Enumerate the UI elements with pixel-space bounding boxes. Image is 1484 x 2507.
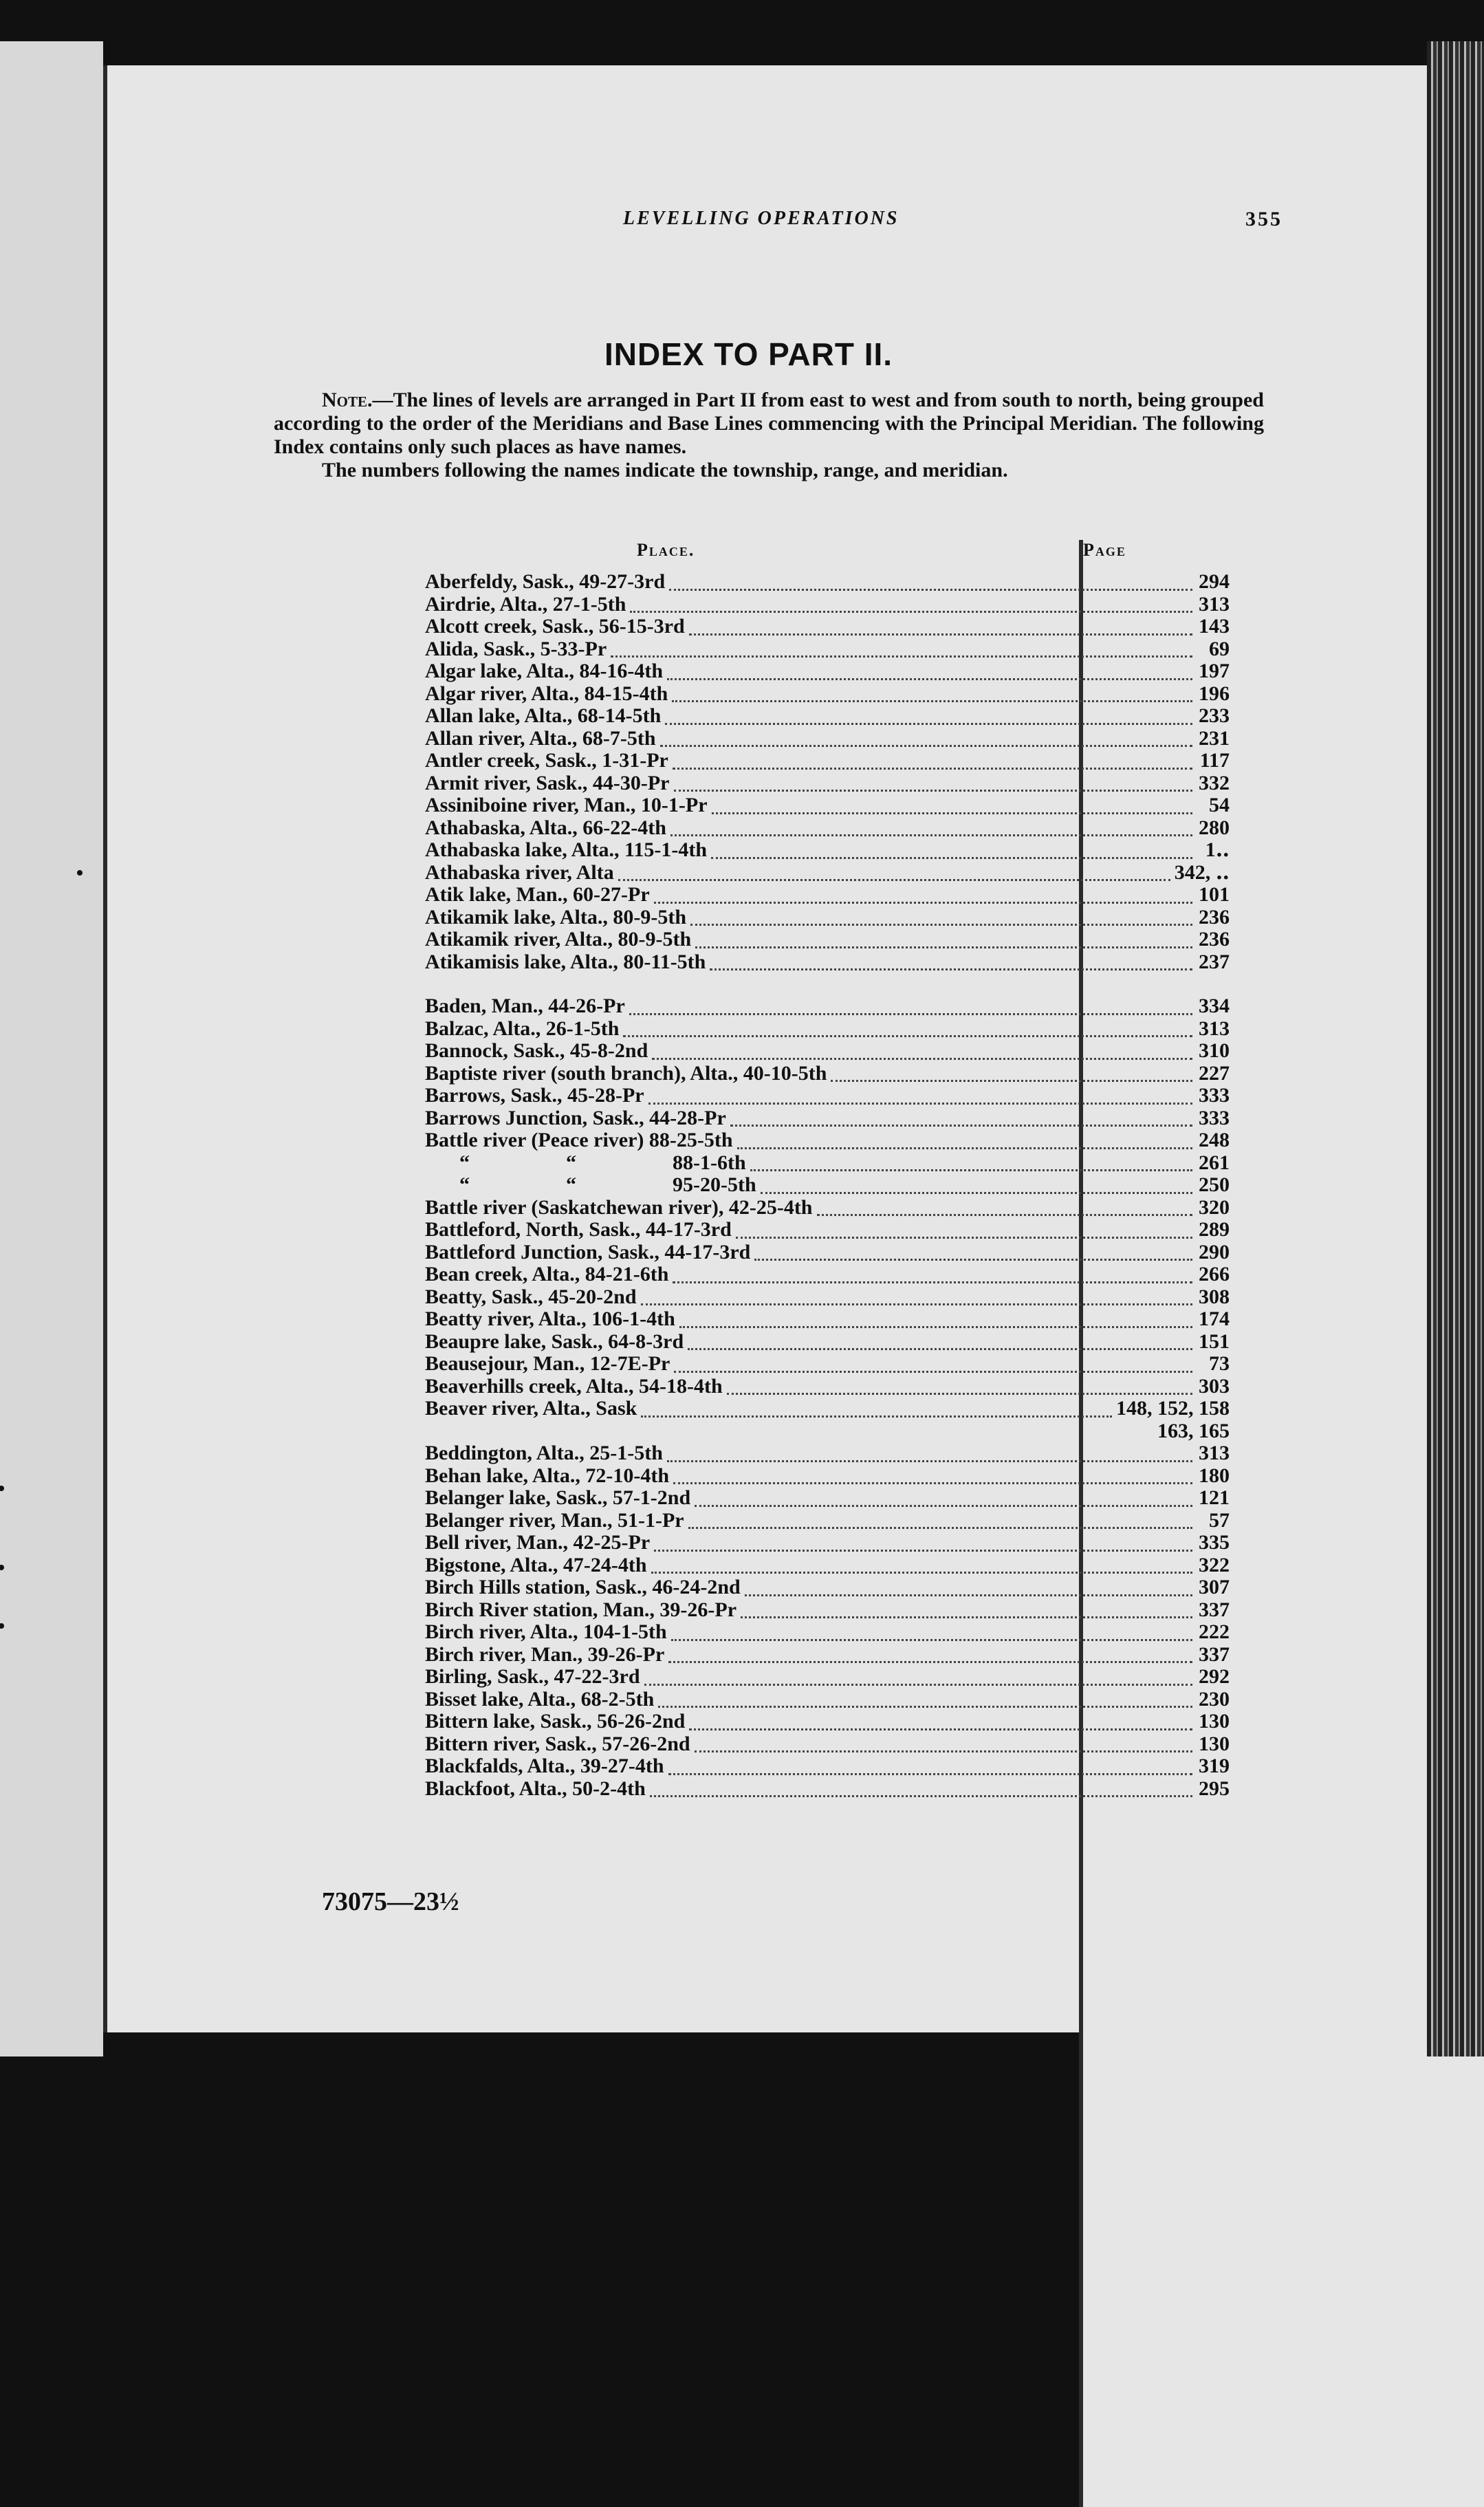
entry-place: Atikamik lake, Alta., 80-9-5th [425, 906, 687, 929]
index-entry [425, 1599, 1230, 1622]
printer-signature: 73075—23½ [322, 1887, 459, 1916]
entry-pages: 333 [1199, 1107, 1230, 1129]
page-edge-stack [1427, 41, 1484, 2056]
entry-place: Bittern river, Sask., 57-26-2nd [425, 1733, 690, 1755]
entry-place: Birch River station, Man., 39-26-Pr [425, 1598, 737, 1621]
dot-leader [695, 1498, 1192, 1507]
entry-place: Atikamisis lake, Alta., 80-11-5th [425, 951, 706, 973]
entry-pages: 294 [1199, 571, 1230, 593]
entry-place: Algar river, Alta., 84-15-4th [425, 682, 668, 705]
entry-pages: 280 [1199, 816, 1230, 839]
index-entry [425, 1554, 1230, 1577]
entry-pages: 54 [1209, 794, 1230, 816]
ditto-mark: “ [566, 1174, 576, 1196]
entry-place: Beaver river, Alta., Sask [425, 1398, 637, 1420]
entry-pages: 143 [1199, 616, 1230, 638]
dot-leader [674, 1364, 1192, 1373]
index-entry [425, 683, 1230, 706]
entry-place: Barrows, Sask., 45-28-Pr [425, 1085, 644, 1107]
entry-pages: 151 [1199, 1330, 1230, 1353]
entry-pages: 196 [1199, 682, 1230, 705]
index-entry [425, 1308, 1230, 1331]
dot-leader [668, 1654, 1192, 1663]
index-entry [425, 1063, 1230, 1085]
index-entry [425, 907, 1230, 929]
entry-pages: 313 [1199, 1017, 1230, 1040]
entry-pages: 130 [1199, 1733, 1230, 1755]
entry-pages: 148, 152, 158 [1116, 1398, 1230, 1420]
dot-leader [668, 1766, 1192, 1775]
entry-place [425, 1152, 746, 1175]
dot-leader [672, 693, 1192, 702]
index-entry [425, 1286, 1230, 1309]
entry-pages: 57 [1209, 1509, 1230, 1532]
entry-place: Athabaska river, Alta [425, 861, 614, 884]
dot-leader [737, 1140, 1192, 1149]
dot-leader [630, 604, 1192, 613]
entry-pages: 310 [1199, 1040, 1230, 1062]
dot-leader [831, 1073, 1192, 1082]
entry-place: Bittern lake, Sask., 56-26-2nd [425, 1711, 686, 1733]
entry-place: Birling, Sask., 47-22-3rd [425, 1666, 640, 1688]
dot-leader [674, 783, 1193, 792]
entry-pages: 335 [1199, 1532, 1230, 1554]
entry-place: Beatty river, Alta., 106-1-4th [425, 1308, 675, 1330]
index-entry [425, 1644, 1230, 1667]
dot-leader [641, 1409, 1112, 1418]
margin-mark [0, 1623, 4, 1629]
index-entry [425, 1331, 1230, 1354]
entry-place: Alida, Sask., 5-33-Pr [425, 638, 607, 660]
index-entry [425, 728, 1230, 750]
dot-leader [750, 1162, 1192, 1171]
entry-place: Behan lake, Alta., 72-10-4th [425, 1464, 670, 1487]
index-entry [425, 929, 1230, 951]
entry-place: Bannock, Sask., 45-8-2nd [425, 1040, 648, 1062]
note-paragraph [274, 389, 1264, 459]
entry-pages: 117 [1199, 750, 1230, 772]
margin-mark [77, 870, 83, 876]
index-entry [425, 1465, 1230, 1488]
margin-mark [0, 1486, 4, 1491]
dot-leader [651, 1565, 1193, 1574]
entry-pages: 222 [1199, 1621, 1230, 1643]
entry-place: Athabaska, Alta., 66-22-4th [425, 816, 666, 839]
entry-pages: 227 [1199, 1062, 1230, 1085]
entry-pages: 313 [1199, 1442, 1230, 1464]
entry-pages: 101 [1199, 884, 1230, 906]
entry-pages: 231 [1199, 727, 1230, 750]
dot-leader [671, 1632, 1192, 1641]
entry-pages: 1‥ [1205, 839, 1230, 861]
dot-leader [736, 1230, 1192, 1239]
entry-pages: 69 [1209, 638, 1230, 660]
entry-pages: 333 [1199, 1085, 1230, 1107]
entry-pages: 236 [1199, 929, 1230, 951]
dot-leader [695, 1744, 1192, 1752]
dot-leader [650, 1788, 1192, 1797]
entry-place: Armit river, Sask., 44-30-Pr [425, 772, 670, 794]
dot-leader [667, 671, 1192, 680]
index-entry [425, 1129, 1230, 1152]
index-entry [425, 1689, 1230, 1711]
entry-pages: 266 [1199, 1263, 1230, 1285]
index-entry [425, 1442, 1230, 1465]
entry-pages: 230 [1199, 1688, 1230, 1711]
entry-place: Birch river, Alta., 104-1-5th [425, 1621, 667, 1643]
entry-pages: 334 [1199, 995, 1230, 1017]
dot-leader [658, 1699, 1192, 1708]
entry-place: Allan lake, Alta., 68-14-5th [425, 705, 662, 727]
entry-place: Blackfalds, Alta., 39-27-4th [425, 1755, 664, 1777]
index-entry [425, 862, 1230, 884]
entry-pages: 130 [1199, 1711, 1230, 1733]
entry-place: Alcott creek, Sask., 56-15-3rd [425, 616, 685, 638]
index-entry [425, 1219, 1230, 1241]
index-entry [425, 1174, 1230, 1197]
entry-pages: 290 [1199, 1241, 1230, 1263]
index-entry [425, 794, 1230, 817]
index-entry [425, 884, 1230, 907]
entry-place: Belanger river, Man., 51-1-Pr [425, 1509, 684, 1532]
ditto-mark: “ [566, 1151, 576, 1174]
ditto-mark: “ [459, 1174, 470, 1196]
index-entry [425, 1018, 1230, 1041]
dot-leader [673, 1475, 1192, 1484]
entry-place: Barrows Junction, Sask., 44-28-Pr [425, 1107, 726, 1129]
index-entry [425, 1085, 1230, 1107]
index-entry [425, 705, 1230, 728]
index-entry [425, 1778, 1230, 1801]
dot-leader [670, 827, 1192, 836]
entry-pages: 337 [1199, 1643, 1230, 1666]
ditto-mark: “ [459, 1151, 470, 1174]
dot-leader [641, 1296, 1192, 1305]
index-entry [425, 817, 1230, 840]
index-entry [425, 1107, 1230, 1130]
dot-leader [711, 850, 1192, 859]
dot-leader [660, 738, 1192, 747]
entry-place: Battleford Junction, Sask., 44-17-3rd [425, 1241, 751, 1263]
entry-pages: 308 [1199, 1285, 1230, 1308]
entry-place: Belanger lake, Sask., 57-1-2nd [425, 1487, 691, 1509]
entry-pages: 295 [1199, 1777, 1230, 1800]
dot-leader [667, 1453, 1192, 1462]
entry-pages: 237 [1199, 951, 1230, 973]
index-entry [425, 594, 1230, 616]
entry-place: Baptiste river (south branch), Alta., 40-10-5th [425, 1062, 827, 1085]
index-entry [425, 1420, 1230, 1443]
dot-leader [689, 1722, 1192, 1730]
dot-leader [618, 872, 1170, 881]
index-entry [425, 660, 1230, 683]
index-entry [425, 616, 1230, 638]
index-entry [425, 1733, 1230, 1756]
dot-leader [695, 940, 1192, 948]
index-entry [425, 951, 1230, 974]
index-entry [425, 1376, 1230, 1398]
index-title: INDEX TO PART II. [604, 336, 893, 372]
index-entry [425, 1263, 1230, 1286]
entry-place: Battle river (Saskatchewan river), 42-25-4th [425, 1196, 813, 1219]
index-entry [425, 1197, 1230, 1219]
entry-place: Beddington, Alta., 25-1-5th [425, 1442, 663, 1464]
column-header-page: Page [1079, 540, 1484, 2507]
entry-place [425, 1174, 756, 1197]
entry-place: Beaupre lake, Sask., 64-8-3rd [425, 1330, 684, 1353]
entry-place: Aberfeldy, Sask., 49-27-3rd [425, 571, 666, 593]
index-entry [425, 995, 1230, 1018]
note-text: —The lines of levels are arranged in Part II from east to west and from south to north, being grouped according to the order of the Meridians and Base Lines commencing with the Principal Meridian. The following Index contains only such places as have names. [274, 389, 1264, 458]
index-entry [425, 571, 1230, 594]
entry-pages: 73 [1209, 1353, 1230, 1375]
dot-leader [741, 1609, 1192, 1618]
entry-place: Atikamik river, Alta., 80-9-5th [425, 929, 692, 951]
entry-pages: 292 [1199, 1666, 1230, 1688]
entry-pages: 174 [1199, 1308, 1230, 1330]
dot-leader [745, 1587, 1192, 1596]
index-entry [425, 1241, 1230, 1264]
dot-leader [679, 1319, 1192, 1328]
entry-pages: 289 [1199, 1219, 1230, 1241]
dot-leader [761, 1185, 1192, 1194]
dot-leader [665, 716, 1192, 725]
entry-pages: 197 [1199, 660, 1230, 682]
index-entry [425, 1510, 1230, 1532]
entry-place: Beatty, Sask., 45-20-2nd [425, 1285, 637, 1308]
entry-pages: 261 [1199, 1151, 1230, 1174]
page-number: 355 [1245, 208, 1283, 230]
dot-leader [754, 1252, 1192, 1261]
entry-place: Baden, Man., 44-26-Pr [425, 995, 625, 1017]
entry-place: Balzac, Alta., 26-1-5th [425, 1017, 620, 1040]
entry-pages: 236 [1199, 906, 1230, 929]
entry-pages: 322 [1199, 1554, 1230, 1576]
running-title: LEVELLING OPERATIONS [623, 208, 899, 229]
dot-leader [730, 1118, 1192, 1127]
index-entry [425, 1532, 1230, 1554]
index-entry [425, 1152, 1230, 1175]
index-entry [425, 1755, 1230, 1778]
dot-leader [712, 805, 1192, 814]
dot-leader [669, 582, 1192, 591]
entry-place: Birch Hills station, Sask., 46-24-2nd [425, 1576, 741, 1598]
dot-leader [644, 1677, 1192, 1686]
margin-mark [0, 1565, 4, 1570]
index-entry [425, 638, 1230, 661]
dot-leader [654, 1543, 1192, 1552]
dot-leader [817, 1207, 1193, 1216]
index-entry [425, 1398, 1230, 1420]
entry-place: Bigstone, Alta., 47-24-4th [425, 1554, 647, 1576]
entry-place: Beaverhills creek, Alta., 54-18-4th [425, 1375, 723, 1398]
dot-leader [710, 962, 1192, 970]
note-label: Note. [322, 389, 373, 411]
dot-leader [648, 1096, 1192, 1105]
entry-place: Bell river, Man., 42-25-Pr [425, 1532, 651, 1554]
entry-pages: 342, ‥ [1174, 861, 1230, 884]
entry-place: Athabaska lake, Alta., 115-1-4th [425, 839, 708, 861]
entry-pages: 303 [1199, 1375, 1230, 1398]
entry-place: Blackfoot, Alta., 50-2-4th [425, 1777, 646, 1800]
entry-place-text: 95-20-5th [673, 1174, 756, 1196]
index-entry [425, 1353, 1230, 1376]
entry-pages: 250 [1199, 1174, 1230, 1196]
entry-pages: 337 [1199, 1598, 1230, 1621]
dot-leader [688, 1341, 1192, 1350]
entry-place: Battle river (Peace river) 88-25-5th [425, 1129, 733, 1151]
entry-place: Antler creek, Sask., 1-31-Pr [425, 750, 668, 772]
dot-leader [654, 895, 1192, 904]
dot-leader [629, 1006, 1192, 1015]
entry-pages: 121 [1199, 1487, 1230, 1509]
entry-place: Allan river, Alta., 68-7-5th [425, 727, 656, 750]
index-entry [425, 1576, 1230, 1599]
book-page [103, 65, 1431, 2032]
entry-pages: 313 [1199, 593, 1230, 616]
note-paragraph-2: The numbers following the names indicate the township, range, and meridian. [322, 459, 1008, 481]
entry-pages: 233 [1199, 705, 1230, 727]
entry-pages: 248 [1199, 1129, 1230, 1151]
entry-place: Beausejour, Man., 12-7E-Pr [425, 1353, 670, 1375]
dot-leader [652, 1051, 1192, 1060]
index-note [274, 389, 1264, 482]
entry-pages: 319 [1199, 1755, 1230, 1777]
dot-leader [611, 649, 1192, 658]
index-entry [425, 1711, 1230, 1733]
index-list [425, 571, 1230, 1800]
entry-place: Bean creek, Alta., 84-21-6th [425, 1263, 669, 1285]
entry-place: Algar lake, Alta., 84-16-4th [425, 660, 664, 682]
dot-leader [727, 1386, 1192, 1395]
entry-place: Birch river, Man., 39-26-Pr [425, 1643, 665, 1666]
dot-leader [673, 761, 1192, 770]
entry-pages: 180 [1199, 1464, 1230, 1487]
entry-pages: 163, 165 [1157, 1420, 1230, 1442]
entry-place: Airdrie, Alta., 27-1-5th [425, 593, 626, 616]
index-entry [425, 772, 1230, 795]
index-entry [425, 750, 1230, 772]
index-entry [425, 1040, 1230, 1063]
entry-place: Bisset lake, Alta., 68-2-5th [425, 1688, 655, 1711]
entry-place-text: 88-1-6th [673, 1151, 746, 1174]
entry-place: Atik lake, Man., 60-27-Pr [425, 884, 650, 906]
index-entry [425, 1666, 1230, 1689]
index-entry [425, 839, 1230, 862]
entry-pages: 320 [1199, 1196, 1230, 1219]
entry-pages: 307 [1199, 1576, 1230, 1598]
entry-place: Assiniboine river, Man., 10-1-Pr [425, 794, 708, 816]
dot-leader [623, 1028, 1192, 1037]
entry-place: Battleford, North, Sask., 44-17-3rd [425, 1219, 732, 1241]
column-header-place: Place. [637, 540, 695, 560]
entry-pages: 332 [1199, 772, 1230, 794]
dot-leader [689, 627, 1192, 636]
dot-leader [690, 917, 1192, 926]
index-entry [425, 1487, 1230, 1510]
dot-leader [673, 1274, 1192, 1283]
adjacent-page-strip [0, 41, 103, 2056]
dot-leader [688, 1520, 1192, 1529]
index-entry [425, 1621, 1230, 1644]
